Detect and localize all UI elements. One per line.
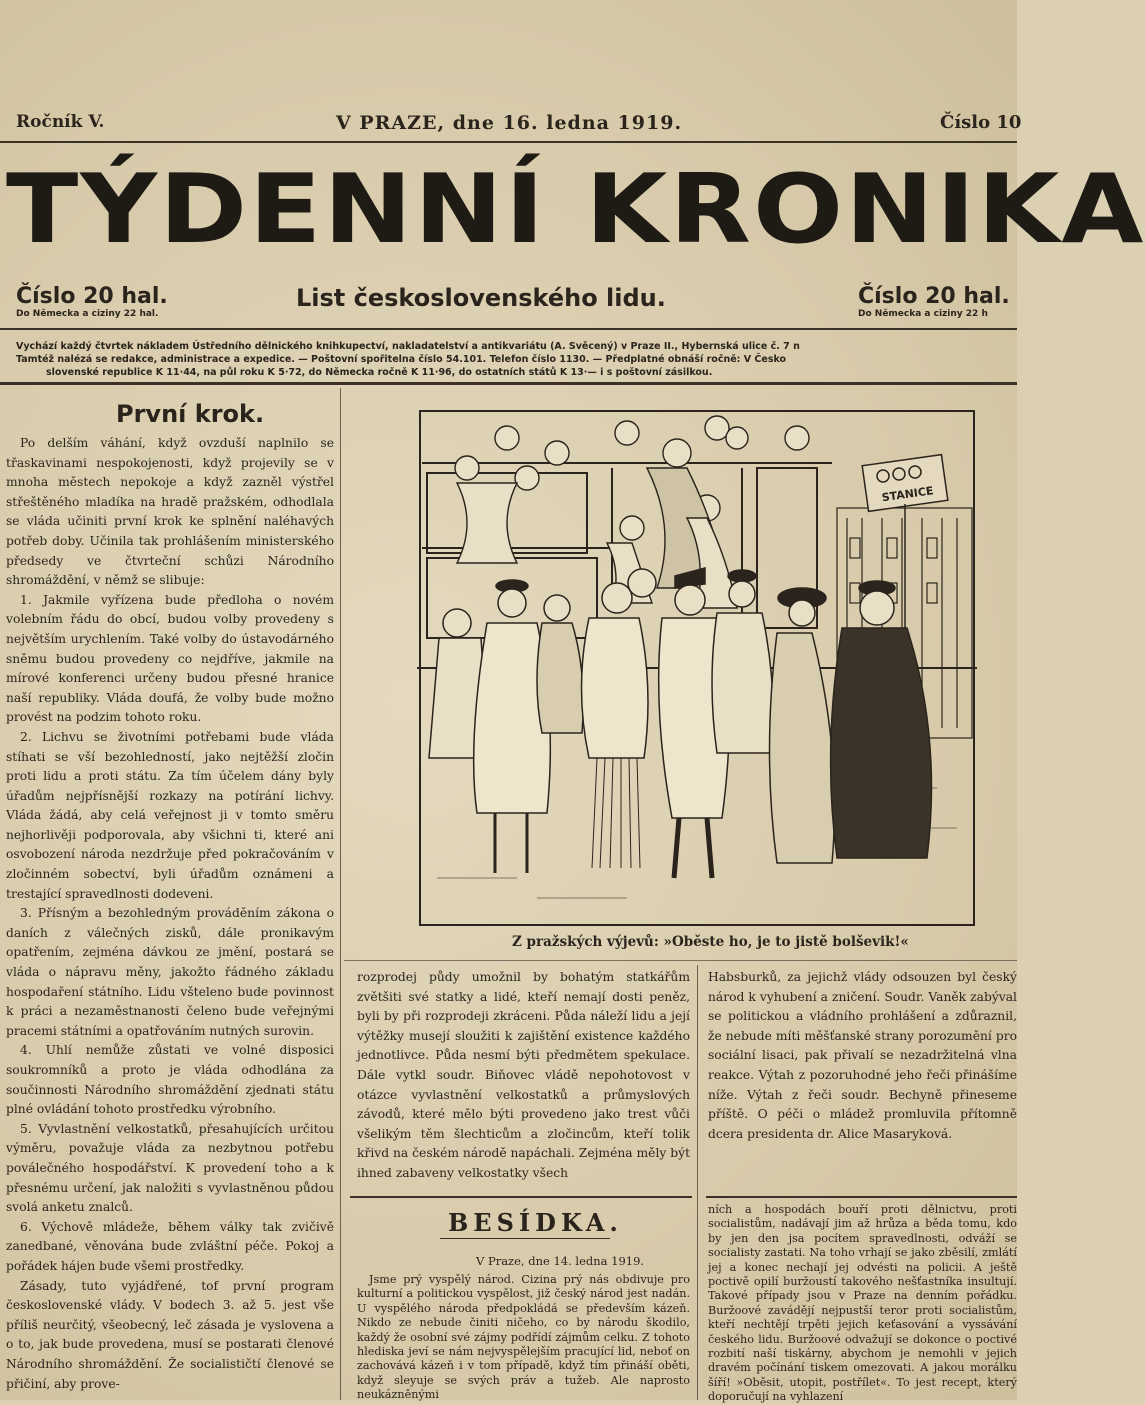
article-paragraph: 3. Přísným a bezohledným prováděním zákona o daních z válečných zisků, dále pronikavým opatřením, zejména dávkou ze jmění, postará se vláda o nápravu měny, jakožto řádného základu hospodaření státního. Lidu všteleno bude povinnost k práci a nezaměstnanosti čeleno bude veřejnými pracemi státními a opatřováním nutných surovin.	[6, 906, 334, 1038]
besidka-paragraph: Jsme prý vyspělý národ. Cizina prý nás obdivuje pro kulturní a politickou vyspělost, již český národ jest nadán. U vyspělého národa předpokládá se především kázeň. Nikdo ze nebude činiti ničeho, co by národu škodilo, každý že osobní své zájmy podřídí zájmům celku. Z tohoto hlediska jeví se nám nejvyspělejším pracující lid, neboť on zachovává kázeň i v tom případě, když tím přináší oběti, když sleyuje se svých práv a tužeb. Ale naprosto neukázněnými	[357, 1273, 690, 1402]
article-paragraph: Po delším váhání, když ovzduší naplnilo se třaskavinami nespokojenosti, když projevily se v mnoha městech nepokoje a když zazněl výstřel střeštěného mladíka na hradě pražském, odhodlala se vláda učiniti první krok ke splnění naléhavých potřeb doby. Učinila tak prohlášením ministerského předsedy ve čtvrteční schůzi Národního shromáždění, v němž se slibuje:	[6, 436, 334, 588]
besidka-title-underline	[440, 1238, 610, 1239]
station-sign-text: STANICE	[880, 484, 935, 505]
masthead-title: TÝDENNÍ KRONIKA	[6, 153, 1145, 265]
article-paragraph: 2. Lichvu se životními potřebami bude vláda stíhati se vší bezohledností, jako nejtěžší zločin proti lidu a proti státu. Za tím účelem dány byly úřadům nejpřísnější rozkazy na potírání lichvy. Vláda žádá, aby celá veřejnost ji v tomto směru nejhorlivěji podporovala, aby všichni ti, které ani osvobození národa nezdržuje před pokračováním v zločinném sobectví, byli úřadům oznámeni a trestající spravedlnosti dodeveni.	[6, 729, 334, 901]
volume-label: Ročník V.	[16, 112, 105, 132]
right-lower-paragraph: ních a hospodách bouří proti dělnictvu, proti socialistům, nadávají jim až hrůza a běda tomu, kdo by jen den jsa pocítem spravedlnosti, odváží se socialisty zastati. Na toho vrhají se jako zběsilí, zmlátí jej a konec nechají jej odvésti na policii. A ještě poctivě opilí buržoustí takového nešťastníka insultují. Takové případy jsou v Praze na denním pořádku. Buržoové zavádějí nejpustší teror proti socialistům, kteří nechtějí trpěti jejich keťasování a vyssávání českého lidu. Buržoové odvažují se dokonce o poctivé rozbití naší tiskárny, abychom je nemohli v jejich dravém počínání tiskem omezovati. A jakou morálku šíří! »Oběsit, utopit, postřílet«. To jest recept, který doporučují na vyhlazení	[708, 1203, 1017, 1404]
right-column-rule	[706, 1196, 1017, 1198]
dateline: V PRAZE, dne 16. ledna 1919.	[336, 112, 683, 134]
article-paragraph: 1. Jakmile vyřízena bude předloha o novém volebním řádu do obcí, budou volby provedeny s největším urychlením. Také volby do ústavodárného sněmu budou provedeny co nejdříve, jakmile na mírové konferenci určeny budou přesné hranice naší republiky. Vláda doufá, že volby bude možno provést na podzim tohoto roku.	[6, 592, 334, 725]
besidka-title: BESÍDKA.	[448, 1208, 623, 1237]
price-left: Číslo 20 hal.	[16, 284, 168, 309]
top-rule	[0, 141, 1017, 143]
article-paragraph: Zásady, tuto vyjádřené, tof první program československé vlády. V bodech 3. až 5. jest vše příliš neurčitý, všeobecný, leč zásada je vyslovena a o to, jak bude provedena, musí se postarati členové Národního shromáždění. Že socialističtí členové se přičiní, aby prove-	[6, 1278, 334, 1391]
article-paragraph: 5. Vyvlastnění velkostatků, přesahujících určitou výměru, považuje vláda za nezbytnou potřebu poválečného hospodářství. K provedení toho a k přesnému určení, jak naložiti s vyvlastněnou půdou svolá anketu znalců.	[6, 1121, 334, 1215]
middle-column-text	[357, 968, 690, 1193]
caption-rule	[344, 960, 1017, 961]
illustration	[417, 408, 977, 928]
article-headline: První krok.	[116, 400, 265, 428]
price-right-foreign: Do Německa a ciziny 22 h	[858, 309, 988, 319]
besidka-dateline: V Praze, dne 14. ledna 1919.	[476, 1254, 645, 1268]
besidka-text	[357, 1273, 690, 1400]
right-lower-text	[708, 1203, 1017, 1404]
info-rule-top	[0, 328, 1017, 330]
price-left-foreign: Do Německa a ciziny 22 hal.	[16, 309, 159, 319]
publisher-info-line1: Vychází každý čtvrtek nákladem Ústředního dělnického knihkupectví, nakladatelství a antikvariátu (A. Svěcený) v Praze II., Hybernská ulice č. 7 n	[16, 341, 800, 352]
issue-number: Číslo 10	[940, 112, 1022, 133]
publisher-info-line3: slovenské republice K 11·44, na půl roku K 5·72, do Německa ročně K 11·96, do ostatních států K 13·— i s poštovní zásilkou.	[46, 367, 713, 378]
article-body	[6, 434, 334, 1400]
illustration-caption: Z pražských výjevů: »Oběste ho, je to jistě bolševik!«	[512, 934, 909, 950]
right-column-text	[708, 968, 1017, 1173]
article-paragraph: 6. Výchově mládeže, během války tak zvičivě zanedbané, věnována bude zvláštní péče. Pokoj a pořádek hájen bude všemi prostředky.	[6, 1219, 334, 1273]
besidka-rule-top	[350, 1196, 692, 1198]
price-right: Číslo 20 hal.	[858, 284, 1010, 309]
column-divider-right	[697, 965, 698, 1400]
info-rule-bottom	[0, 382, 1017, 385]
middle-paragraph: rozprodej půdy umožnil by bohatým statkářům zvětšiti své statky a lidé, kteří nemají dosti peněz, byli by při rozprodeji zkráceni. Půda náleží lidu a její výtěžky musejí sloužiti k zajištění existence každého jednotlivce. Půda nesmí býti předmětem spekulace. Dále vytkl soudr. Biňovec vládě nepohotovost v otázce vyvlastnění velkostatků a průmyslových závodů, které mělo býti provedeno jako trest vůči všelikým těm šlechticům a zločincům, kteří tolik křivd na českém národě napáchali. Zejména měly být ihned zabaveny velkostatky všech	[357, 970, 691, 1180]
tram-scene-drawing	[417, 408, 977, 928]
right-paragraph: Habsburků, za jejichž vlády odsouzen byl český národ k vyhubení a zničení. Soudr. Vaněk zabýval se politickou a vládního prohlášení a zdůraznil, že nebude míti měšťanské strany porozumění pro sociální lisaci, pak přivalí se nezadržitelná vlna reakce. Výtah z pozoruhodné jeho řeči přinášíme níže. Výtah z řeči soudr. Bechyně přineseme příště. O péči o mládež promluvila přítomně dcera presidenta dr. Alice Masaryková.	[708, 970, 1017, 1141]
article-paragraph: 4. Uhlí nemůže zůstati ve volné disposici soukromníků a proto je vláda odhodlána za součinnosti Národního shromáždění zjednati státu plné ovládání tohoto prostředku výrobního.	[6, 1043, 334, 1117]
column-divider-left	[340, 388, 341, 1400]
publisher-info-line2: Tamtéž nalézá se redakce, administrace a expedice. — Poštovní spořitelna číslo 54.101. Telefon číslo 1130. — Předplatné obnáší ročně: V Česko	[16, 354, 787, 365]
subtitle: List československého lidu.	[296, 284, 666, 312]
